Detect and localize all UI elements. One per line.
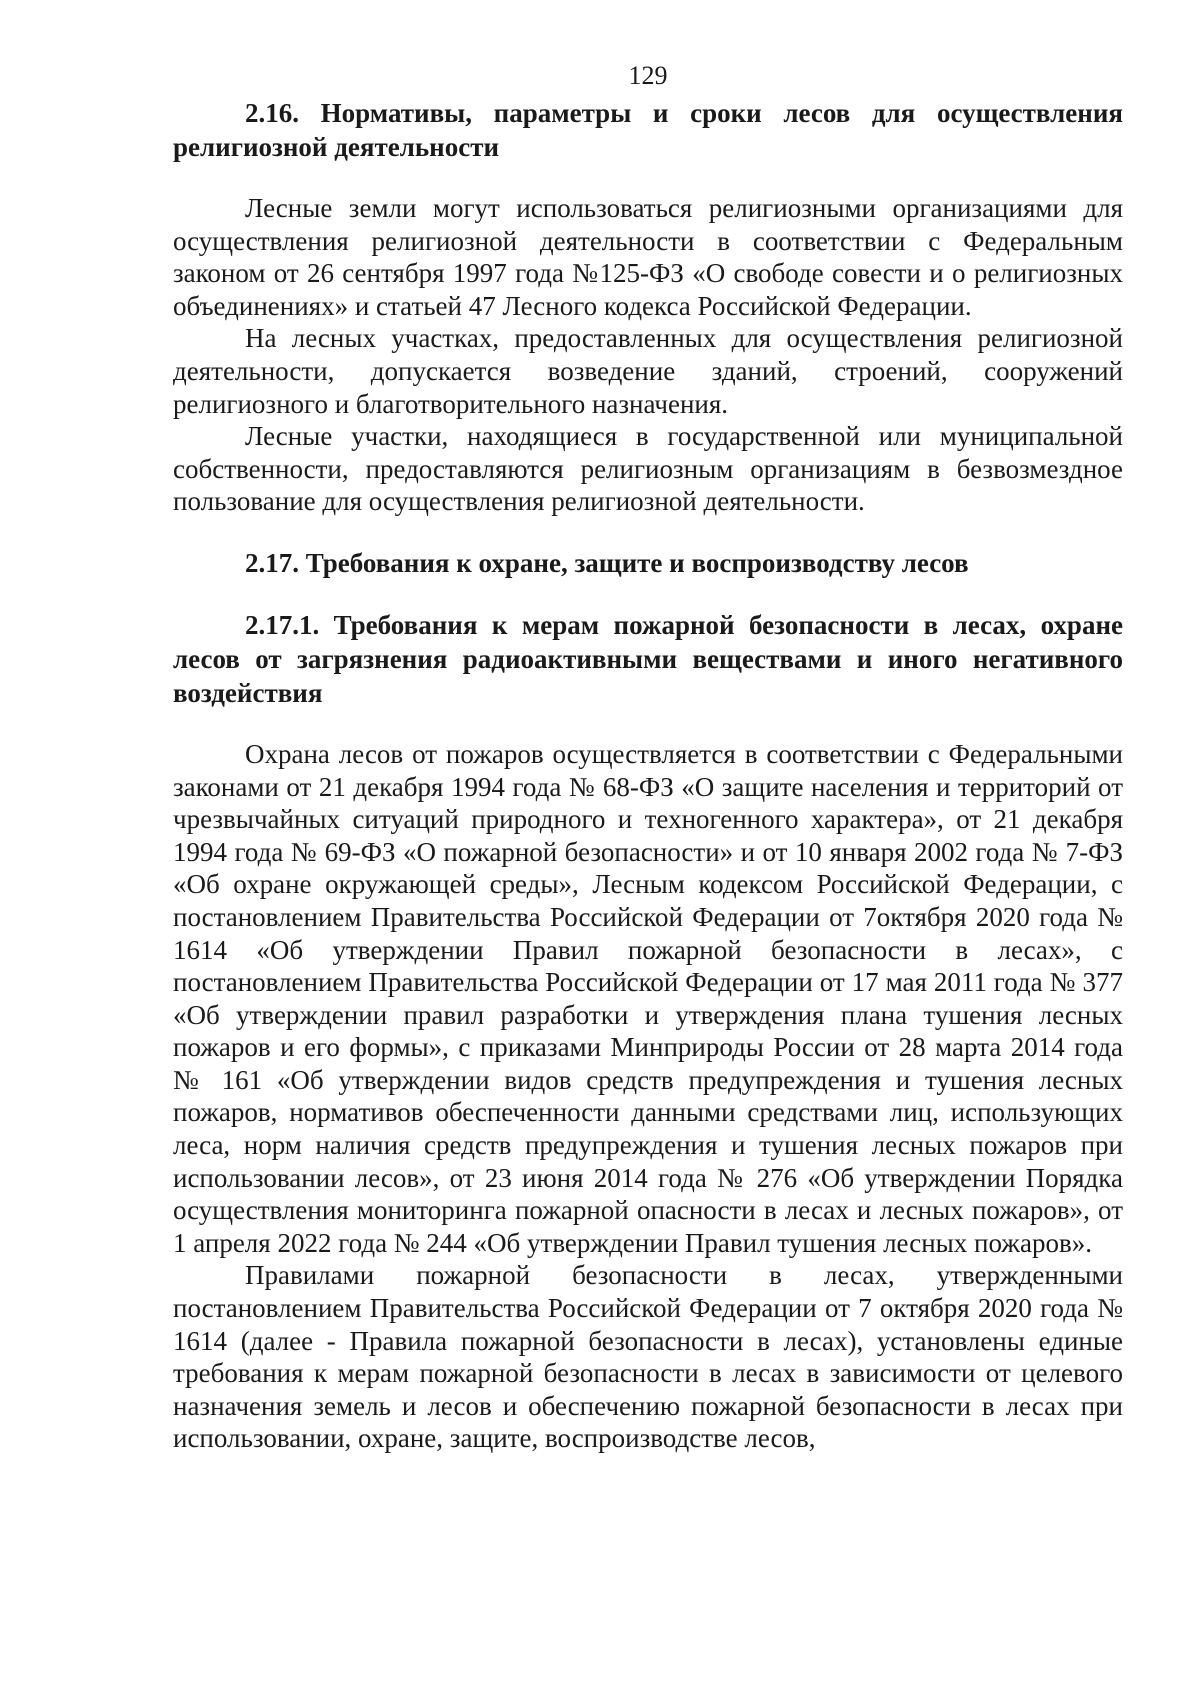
spacer [173, 580, 1123, 608]
section-2-17-1-paragraph-2: Правилами пожарной безопасности в лесах, утвержденными постановлением Правительства Российской Федерации от 7 октября 2020 года № 1614 (далее - Правила пожарной безопасности в лесах), установлены единые требования к мерам пожарной безопасности в лесах в зависимости от целевого назначения земель и лесов и обеспечению пожарной безопасности в лесах при использовании, охране, защите, воспроизводстве лесов, [173, 1260, 1123, 1454]
document-page [173, 60, 1123, 1455]
section-2-16-heading: 2.16. Нормативы, параметры и сроки лесов для осуществления религиозной деятельности [173, 98, 1123, 162]
section-2-17-1-paragraph-1: Охрана лесов от пожаров осуществляется в соответствии с Федеральными законами от 21 декабря 1994 года № 68-ФЗ «О защите населения и территорий от чрезвычайных ситуаций природного и техногенного характера», от 21 декабря 1994 года № 69-ФЗ «О пожарной безопасности» и от 10 января 2002 года № 7-ФЗ «Об охране окружающей среды», Лесным кодексом Российской Федерации, с постановлением Правительства Российской Федерации от 7октября 2020 года № 1614 «Об утверждении Правил пожарной безопасности в лесах», с постановлением Правительства Российской Федерации от 17 мая 2011 года № 377 «Об утверждении правил разработки и утверждения плана тушения лесных пожаров и его формы», с приказами Минприроды России от 28 марта 2014 года № 161 «Об утверждении видов средств предупреждения и тушения лесных пожаров, нормативов обеспеченности данными средствами лиц, использующих леса, норм наличия средств предупреждения и тушения лесных пожаров при использовании лесов», от 23 июня 2014 года № 276 «Об утверждении Порядка осуществления мониторинга пожарной опасности в лесах и лесных пожаров», от 1 апреля 2022 года № 244 «Об утверждении Правил тушения лесных пожаров». [173, 738, 1123, 1258]
section-2-16-paragraph-1: Лесные земли могут использоваться религиозными организациями для осуществления религиозной деятельности в соответствии с Федеральным законом от 26 сентября 1997 года №125-ФЗ «О свободе совести и о религиозных объединениях» и статьей 47 Лесного кодекса Российской Федерации. [173, 193, 1123, 321]
section-2-17-heading: 2.17. Требования к охране, защите и воспроизводству лесов [245, 547, 969, 578]
spacer [173, 164, 1123, 192]
page-number: 129 [628, 61, 668, 90]
spacer [173, 710, 1123, 738]
spacer [173, 518, 1123, 546]
section-2-17-1-heading: 2.17.1. Требования к мерам пожарной безопасности в лесах, охране лесов от загрязнения радиоактивными веществами и иного негативного воздействия [173, 609, 1123, 708]
section-2-16-paragraph-3: Лесные участки, находящиеся в государственной или муниципальной собственности, предоставляются религиозным организациям в безвозмездное пользование для осуществления религиозной деятельности. [173, 421, 1123, 517]
section-2-16-paragraph-2: На лесных участках, предоставленных для осуществления религиозной деятельности, допускается возведение зданий, строений, сооружений религиозного и благотворительного назначения. [173, 323, 1123, 419]
